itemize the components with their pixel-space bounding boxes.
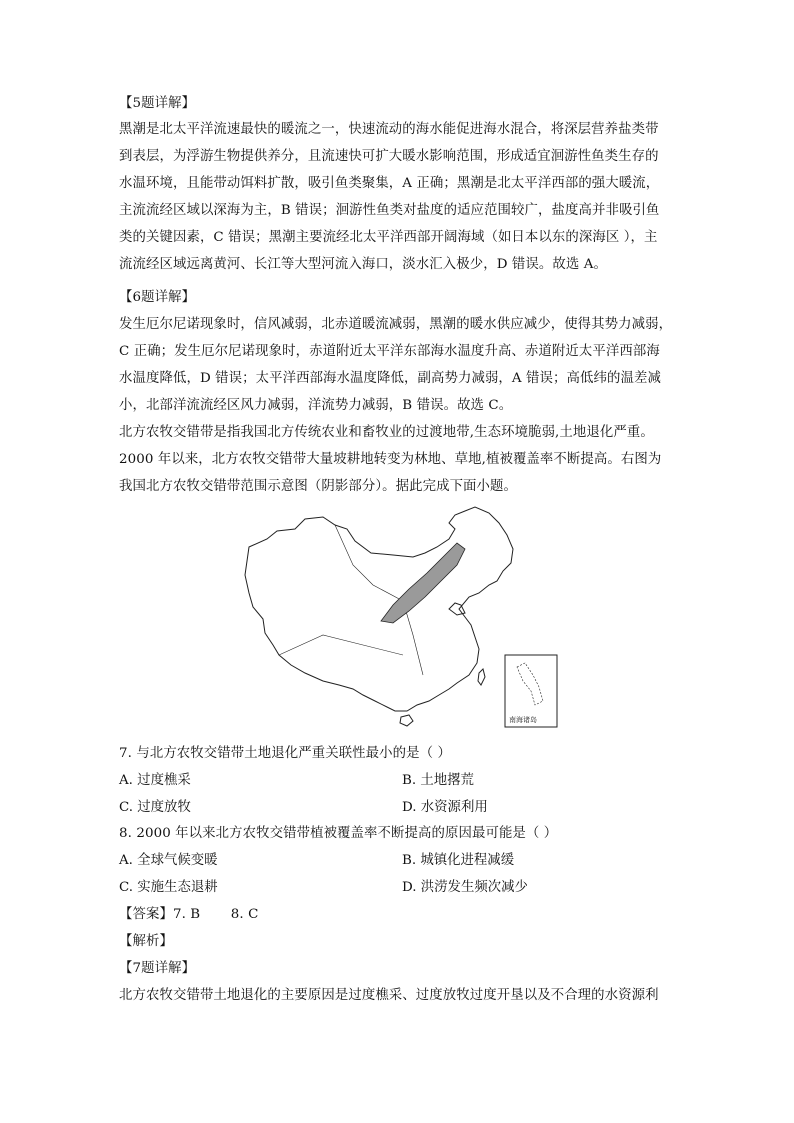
q8-stem: 8. 2000 年以来北方农牧交错带植被覆盖率不断提高的原因最可能是（ ）	[119, 826, 558, 841]
q7-option-c[interactable]: C. 过度放牧	[119, 800, 191, 815]
hainan-island	[400, 715, 413, 726]
q7-option-d[interactable]: D. 水资源利用	[402, 800, 488, 815]
answer-text: 7. B 8. C	[172, 907, 259, 922]
q6-heading: 【6题详解】	[119, 290, 196, 305]
q8-option-d[interactable]: D. 洪涝发生频次减少	[402, 880, 528, 895]
intro-line-2: 2000 年以来，北方农牧交错带大量坡耕地转变为林地、草地,植被覆盖率不断提高。右图为	[119, 452, 662, 467]
internal-line-2	[279, 635, 403, 655]
china-outline-map	[243, 505, 561, 730]
q5-line-4: 主流流经区域以深海为主，B 错误；洄游性鱼类对盐度的适应范围较广，盐度高并非吸引鱼	[119, 203, 660, 218]
intro-line-1: 北方农牧交错带是指我国北方传统农业和畜牧业的过渡地带,生态环境脆弱,土地退化严重。	[119, 425, 654, 440]
internal-line-1	[335, 525, 403, 601]
q5-line-1: 黑潮是北太平洋流速最快的暖流之一，快速流动的海水能促进海水混合，将深层营养盐类带	[119, 122, 659, 137]
taiwan-island	[478, 669, 485, 685]
q5-line-3: 水温环境，且能带动饵料扩散，吸引鱼类聚集，A 正确；黑潮是北太平洋西部的强大暖流，	[119, 176, 660, 191]
q6-line-3: 水温度降低，D 错误；太平洋西部海水温度降低，副高势力减弱，A 错误；高低纬的温差减	[119, 371, 661, 386]
china-map-figure	[243, 505, 561, 730]
q8-option-a[interactable]: A. 全球气候变暖	[119, 853, 218, 868]
q5-heading: 【5题详解】	[119, 96, 196, 111]
china-border-outline	[245, 507, 513, 711]
intro-line-3: 我国北方农牧交错带范围示意图（阴影部分）。据此完成下面小题。	[119, 479, 518, 494]
answer-label: 【答案】	[119, 907, 173, 922]
q7-option-b[interactable]: B. 土地撂荒	[402, 773, 474, 788]
q5-line-2: 到表层，为浮游生物提供养分，且流速快可扩大暖水影响范围，形成适宜洄游性鱼类生存的	[119, 149, 659, 164]
q8-option-b[interactable]: B. 城镇化进程减缓	[402, 853, 515, 868]
analysis-label: 【解析】	[119, 934, 173, 949]
inset-label: 南海诸岛	[509, 716, 537, 724]
q7-option-a[interactable]: A. 过度樵采	[119, 773, 191, 788]
answer-line	[119, 904, 679, 926]
q7-detail-heading: 【7题详解】	[119, 961, 196, 976]
q6-line-4: 小，北部洋流流经区风力减弱，洋流势力减弱，B 错误。故选 C。	[119, 398, 513, 413]
q6-line-2: C 正确；发生厄尔尼诺现象时，赤道附近太平洋东部海水温度升高、赤道附近太平洋西部海	[119, 344, 660, 359]
q5-line-5: 类的关键因素，C 错误；黑潮主要流经北太平洋西部开阔海域（如日本以东的深海区 ），主	[119, 230, 658, 245]
q8-option-c[interactable]: C. 实施生态退耕	[119, 880, 218, 895]
q6-line-1: 发生厄尔尼诺现象时，信风减弱，北赤道暖流减弱，黑潮的暖水供应减少，使得其势力减弱，	[119, 317, 673, 332]
q5-line-6: 流流经区域远离黄河、长江等大型河流入海口，淡水汇入极少，D 错误。故选 A。	[119, 257, 607, 272]
q7-stem: 7. 与北方农牧交错带土地退化严重关联性最小的是（ ）	[119, 746, 451, 761]
q7-detail-line-1: 北方农牧交错带土地退化的主要原因是过度樵采、过度放牧过度开垦以及不合理的水资源利	[119, 988, 659, 1003]
